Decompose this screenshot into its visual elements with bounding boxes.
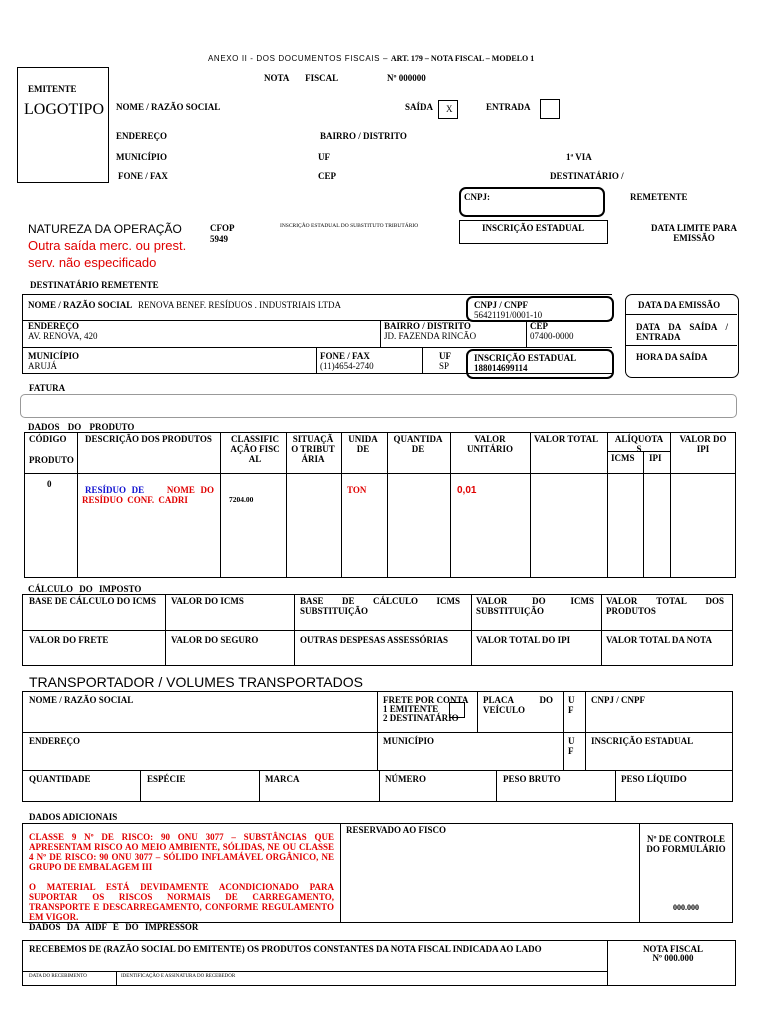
imposto-table [22, 594, 733, 666]
emitente-cnpj-label: CNPJ: [464, 192, 490, 202]
produto-col-4 [341, 433, 342, 578]
data-limite-label: DATA LIMITE PARA EMISSÃO [650, 223, 737, 243]
emitente-ie-label: INSCRIÇÃO ESTADUAL [482, 223, 585, 233]
base-icms-label: BASE DE CÁLCULO DO ICMS [29, 596, 157, 606]
emitente-cep-label: CEP [318, 171, 336, 181]
ie-substituto-label: INSCRIÇÃO ESTADUAL DO SUBSTITUTO TRIBUTÁRIO [280, 223, 419, 229]
recibo-numero: Nº 000.000 [652, 953, 694, 963]
dest-cep-label: CEP [530, 321, 548, 331]
seguro-label: VALOR DO SEGURO [171, 635, 259, 645]
entrada-checkbox[interactable] [540, 99, 560, 119]
row-descricao [82, 485, 214, 505]
adicionais-col-2 [639, 824, 640, 923]
produto-col-5 [387, 433, 388, 578]
produto-col-7 [530, 433, 531, 578]
transp-marca-label: MARCA [265, 774, 300, 784]
recibo-text: RECEBEMOS DE (RAZÃO SOCIAL DO EMITENTE) OS PRODUTOS CONSTANTES DA NOTA FISCAL INDICADA AO LADO [29, 944, 542, 954]
col-ipi: IPI [649, 453, 662, 463]
transportador-table [22, 691, 733, 802]
saida-mark: X [446, 104, 453, 114]
destinatario-div-bairro [380, 320, 381, 347]
col-quantidade: QUANTIDADE [393, 434, 443, 454]
adicionais-section-title: DADOS ADICIONAIS [29, 812, 118, 822]
transp-peso-liquido-label: PESO LÍQUIDO [621, 774, 687, 784]
valor-subst-label: VALOR DO ICMS SUBSTITUIÇÃO [476, 596, 594, 616]
destinatario-div-cep [526, 320, 527, 347]
produto-col-3 [286, 433, 287, 578]
produto-col-8 [607, 433, 608, 578]
dest-uf-label: UF [439, 351, 451, 361]
dest-fone-label: FONE / FAX [320, 351, 370, 361]
total-ipi-label: VALOR TOTAL DO IPI [476, 635, 571, 645]
nota-fiscal-label: NOTA FISCAL [264, 73, 339, 83]
destinatario-top-line [22, 294, 612, 295]
row-valor-unit: 0,01 [457, 485, 477, 496]
dates-line-2 [626, 345, 737, 346]
transp-especie-label: ESPÉCIE [147, 774, 186, 784]
natureza-label: NATUREZA DA OPERAÇÃO [28, 222, 182, 236]
base-subst-label: BASE DE CÁLCULO ICMS SUBSTITUIÇÃO [300, 596, 460, 616]
reservado-fisco-label: RESERVADO AO FISCO [346, 825, 447, 835]
transp-numero-label: NÚMERO [385, 774, 426, 784]
dest-nome-label: NOME / RAZÃO SOCIAL [28, 300, 133, 310]
transp-uf2-label: UF [568, 736, 575, 756]
aidf-label: DADOS DA AIDF E DO IMPRESSOR [29, 922, 199, 932]
emitente-logo-box [17, 67, 109, 183]
adicionais-table [22, 823, 733, 923]
recibo-nota-label: NOTA FISCAL [642, 944, 704, 954]
cfop-value: 5949 [210, 234, 228, 244]
dest-endereco-value: AV. RENOVA, 420 [28, 331, 98, 341]
destinatario-div-uf [422, 347, 423, 373]
dest-ie-value: 188014699114 [474, 363, 528, 373]
controle-label: Nº DE CONTROLE DO FORMULÁRIO [646, 834, 726, 854]
dest-municipio-label: MUNICÍPIO [28, 351, 79, 361]
transp-col-frete [377, 692, 378, 770]
col-icms: ICMS [611, 453, 635, 463]
dest-nome-value: RENOVA BENEF. RESÍDUOS . INDUSTRIAIS LTDA [138, 300, 342, 310]
recibo-box [22, 940, 736, 986]
data-emissao-label: DATA DA EMISSÃO [638, 300, 721, 310]
transp-col-especie [140, 770, 141, 802]
fatura-box [20, 394, 737, 418]
transp-nome-label: NOME / RAZÃO SOCIAL [29, 695, 134, 705]
emitente-fone-label: FONE / FAX [118, 171, 168, 181]
recibo-row-line [23, 971, 607, 972]
row-codigo: 0 [47, 479, 52, 489]
col-classific: CLASSIFICAÇÃO FISCAL [230, 434, 280, 464]
destinatario-section-title: DESTINATÁRIO REMETENTE [30, 280, 159, 290]
transp-uf-label: UF [568, 695, 575, 715]
frete-checkbox[interactable] [449, 702, 465, 718]
dest-cep-value: 07400-0000 [530, 331, 574, 341]
col-valor-unit: VALOR UNITÁRIO [466, 434, 513, 454]
frete-label: VALOR DO FRETE [29, 635, 109, 645]
transp-municipio-label: MUNICÍPIO [383, 736, 434, 746]
transp-col-placa [477, 692, 478, 732]
via-label: 1ª VIA [566, 152, 592, 162]
col-unidade: UNIDADE [348, 434, 378, 454]
transp-endereco-label: ENDEREÇO [29, 736, 81, 746]
controle-value: 000.000 [673, 903, 699, 912]
dest-cnpj-box [466, 296, 614, 322]
destinatario-left-line [22, 294, 23, 373]
col-valor-ipi: VALOR DO IPI [679, 434, 727, 454]
adicionais-col-1 [340, 824, 341, 923]
dest-cnpj-value: 56421191/0001-10 [474, 310, 543, 320]
hora-saida-label: HORA DA SAÍDA [636, 352, 708, 362]
dest-bairro-value: JD. FAZENDA RINCÃO [384, 331, 477, 341]
dest-endereco-label: ENDEREÇO [28, 321, 80, 331]
row-unidade: TON [347, 485, 367, 495]
transp-emitente-opt: 1 EMITENTE [383, 704, 439, 714]
emitente-nome-label: NOME / RAZÃO SOCIAL [116, 102, 221, 112]
natureza-value: Outra saída merc. ou prest. serv. não especificado [28, 238, 187, 270]
row-desc-blue: RESÍDUO DE [85, 485, 145, 495]
col-valor-total: VALOR TOTAL [534, 434, 599, 444]
destinatario-opt-label: DESTINATÁRIO / [550, 171, 624, 181]
total-produtos-label: VALOR TOTAL DOS PRODUTOS [606, 596, 724, 616]
transp-row-line-2 [23, 770, 732, 771]
row-classific: 7204.00 [229, 495, 254, 504]
row-desc-red: NOME DO RESÍDUO CONF. CADRI [82, 485, 215, 505]
emitente-municipio-label: MUNICÍPIO [116, 152, 167, 162]
produto-col-6 [450, 433, 451, 578]
dest-uf-value: SP [439, 361, 450, 371]
fatura-label: FATURA [29, 383, 66, 393]
dates-line-1 [626, 314, 737, 315]
dest-bairro-label: BAIRRO / DISTRITO [384, 321, 471, 331]
destinatario-div-fone [316, 347, 317, 373]
emitente-bairro-label: BAIRRO / DISTRITO [320, 131, 407, 141]
logo-placeholder: LOGOTIPO [24, 101, 104, 118]
total-nota-label: VALOR TOTAL DA NOTA [606, 635, 712, 645]
cfop-label: CFOP [210, 223, 235, 233]
form-title-bold: ART. 179 – NOTA FISCAL – MODELO 1 [390, 54, 535, 63]
imposto-row-line [23, 630, 732, 631]
data-saida-label: DATA DA SAÍDA / ENTRADA [636, 322, 728, 342]
transp-cnpj-label: CNPJ / CNPF [591, 695, 645, 705]
recibo-data-label: DATA DO RECEBIMENTO [29, 974, 87, 979]
entrada-label: ENTRADA [486, 102, 531, 112]
transportador-section-title: TRANSPORTADOR / VOLUMES TRANSPORTADOS [29, 674, 363, 690]
saida-checkbox[interactable] [438, 100, 458, 119]
col-descricao: DESCRIÇÃO DOS PRODUTOS [85, 434, 212, 444]
transp-col-cnpj [585, 692, 586, 770]
transp-col-liquido [615, 770, 616, 802]
col-situacao: SITUAÇÃO TRIBUTÁRIA [291, 434, 335, 464]
recibo-col-nota [607, 941, 608, 986]
form-title [208, 54, 534, 63]
emitente-cnpj-box [459, 187, 605, 217]
emitente-endereco-label: ENDEREÇO [116, 131, 168, 141]
emitente-label: EMITENTE [28, 84, 77, 94]
imposto-section-title: CÁLCULO DO IMPOSTO [28, 584, 142, 594]
transp-peso-bruto-label: PESO BRUTO [503, 774, 561, 784]
produto-section-title: DADOS DO PRODUTO [28, 422, 135, 432]
dest-fone-value: (11)4654-2740 [320, 361, 374, 371]
transp-col-bruto [496, 770, 497, 802]
remetente-opt-label: REMETENTE [630, 192, 688, 202]
produto-header-line [25, 473, 735, 474]
dates-box [625, 294, 739, 378]
valor-icms-label: VALOR DO ICMS [171, 596, 244, 606]
dest-municipio-value: ARUJÁ [28, 361, 58, 371]
col-produto: PRODUTO [29, 455, 74, 465]
transp-quantidade-label: QUANTIDADE [29, 774, 91, 784]
produto-col-2 [220, 433, 221, 578]
outras-label: OUTRAS DESPESAS ASSESSÓRIAS [300, 635, 449, 645]
recibo-identificacao-label: IDENTIFICAÇÃO E ASSINATURA DO RECEBEDOR [121, 974, 236, 979]
saida-label: SAÍDA [405, 102, 434, 112]
dest-ie-label: INSCRIÇÃO ESTADUAL [474, 353, 577, 363]
transp-ie-label: INSCRIÇÃO ESTADUAL [591, 736, 694, 746]
dest-ie-box [466, 349, 614, 379]
transp-placa-label: PLACA DO VEÍCULO [483, 695, 553, 715]
form-title-plain: ANEXO II - DOS DOCUMENTOS FISCAIS – [208, 54, 391, 63]
adicionais-text-1: CLASSE 9 Nº DE RISCO: 90 ONU 3077 – SUBSTÂNCIAS QUE APRESENTAM RISCO AO MEIO AMBIENTE, SÓLIDAS, NE OU CLASSE 4 Nº DE RISCO: 90 ONU 3077 – SÓLIDO INFLAMÁVEL ORGÂNICO, NE GRUPO DE EMBALAGEM III [29, 832, 334, 872]
transp-col-uf [563, 692, 564, 770]
produto-col-aliq [643, 451, 644, 578]
dest-cnpj-label: CNPJ / CNPF [474, 300, 528, 310]
adicionais-text-2: O MATERIAL ESTÁ DEVIDAMENTE ACONDICIONADO PARA SUPORTAR OS RISCOS NORMAIS DE CARREGAMENTO, TRANSPORTE E DESCARREGAMENTO, CONFORME REGULAMENTO EM VIGOR. [29, 882, 334, 922]
transp-col-numero [379, 770, 380, 802]
transp-frete-label: FRETE POR CONTA [383, 695, 469, 705]
emitente-ie-box [459, 220, 608, 244]
col-aliquotas: ALÍQUOTAS [614, 434, 664, 454]
produto-col-9 [670, 433, 671, 578]
recibo-col-data [116, 971, 117, 986]
emitente-uf-label: UF [318, 152, 330, 162]
produto-col-1 [77, 433, 78, 578]
transp-destinatario-opt: 2 DESTINATÁRIO [383, 713, 459, 723]
produto-table [24, 432, 736, 578]
transp-col-marca [259, 770, 260, 802]
col-codigo: CÓDIGO [29, 434, 67, 444]
destinatario-row-line-2 [22, 347, 612, 348]
nota-number: Nº 000000 [387, 73, 426, 83]
